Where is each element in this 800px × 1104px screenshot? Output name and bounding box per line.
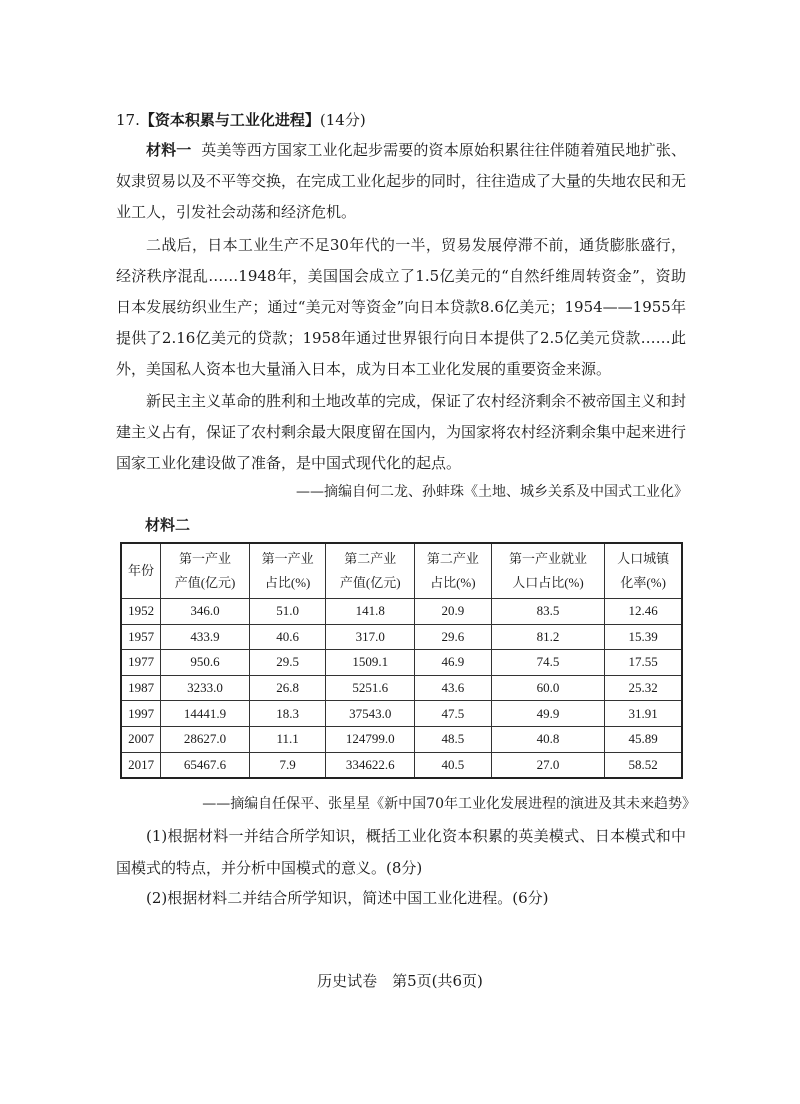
question-topic: 【资本积累与工业化进程】 bbox=[139, 111, 320, 129]
table-cell: 12.46 bbox=[605, 599, 682, 625]
table-header-cell: 第二产业 占比(%) bbox=[415, 543, 491, 599]
table-header-cell: 第二产业 产值(亿元) bbox=[326, 543, 415, 599]
material1-paragraph-3: 新民主主义革命的胜利和土地改革的完成，保证了农村经济剩余不被帝国主义和封建主义占有，保证了农村剩余最大限度留在国内，为国家将农村经济剩余集中起来进行国家工业化建设做了准备，是中国式现代化的起点。 bbox=[116, 392, 687, 472]
table-row bbox=[121, 726, 682, 752]
table-cell: 1987 bbox=[121, 675, 161, 701]
table-cell: 28627.0 bbox=[161, 726, 250, 752]
question-score: (14分) bbox=[319, 111, 366, 129]
table-row bbox=[121, 752, 682, 778]
table-cell: 60.0 bbox=[491, 675, 605, 701]
table-cell: 25.32 bbox=[605, 675, 682, 701]
table-cell: 18.3 bbox=[249, 701, 325, 727]
question-title bbox=[116, 108, 366, 132]
table-cell: 1997 bbox=[121, 701, 161, 727]
table-cell: 58.52 bbox=[605, 752, 682, 778]
table-header-row bbox=[121, 543, 682, 599]
table-cell: 20.9 bbox=[415, 599, 491, 625]
table-cell: 40.5 bbox=[415, 752, 491, 778]
table-cell: 1509.1 bbox=[326, 650, 415, 676]
table-cell: 37543.0 bbox=[326, 701, 415, 727]
table-row bbox=[121, 599, 682, 625]
table-cell: 3233.0 bbox=[161, 675, 250, 701]
page-footer: 历史试卷 第5页(共6页) bbox=[317, 972, 483, 990]
table-header-cell: 年份 bbox=[121, 543, 161, 599]
sub-question-1: (1)根据材料一并结合所学知识，概括工业化资本积累的英美模式、日本模式和中国模式的特点，并分析中国模式的意义。(8分) bbox=[116, 827, 686, 877]
table-cell: 317.0 bbox=[326, 624, 415, 650]
material1-paragraph-2: 二战后，日本工业生产不足30年代的一半，贸易发展停滞不前，通货膨胀盛行，经济秩序混乱……1948年，美国国会成立了1.5亿美元的“自然纤维周转资金”，资助日本发展纺织业生产；通过“美元对等资金”向日本贷款8.6亿美元；1954——1955年提供了2.16亿美元的贷款；1958年通过世界银行向日本提供了2.5亿美元贷款……此外，美国私人资本也大量涌入日本，成为日本工业化发展的重要资金来源。 bbox=[116, 236, 686, 378]
table-cell: 2017 bbox=[121, 752, 161, 778]
sub-question-2: (2)根据材料二并结合所学知识，简述中国工业化进程。(6分) bbox=[146, 889, 549, 907]
table-cell: 43.6 bbox=[415, 675, 491, 701]
table-cell: 49.9 bbox=[491, 701, 605, 727]
table-cell: 7.9 bbox=[249, 752, 325, 778]
table-cell: 346.0 bbox=[161, 599, 250, 625]
table-cell: 81.2 bbox=[491, 624, 605, 650]
table-cell: 40.8 bbox=[491, 726, 605, 752]
table-cell: 433.9 bbox=[161, 624, 250, 650]
table-cell: 74.5 bbox=[491, 650, 605, 676]
material2-source: ——摘编自任保平、张星星《新中国70年工业化发展进程的演进及其未来趋势》 bbox=[202, 796, 696, 812]
table-cell: 1952 bbox=[121, 599, 161, 625]
material1-p1-text: 英美等西方国家工业化起步需要的资本原始积累往往伴随着殖民地扩张、奴隶贸易以及不平等交换，在完成工业化起步的同时，往往造成了大量的失地农民和无业工人，引发社会动荡和经济危机。 bbox=[116, 141, 687, 221]
material2-label: 材料二 bbox=[145, 516, 191, 534]
table-cell: 83.5 bbox=[491, 599, 605, 625]
material1-label: 材料一 bbox=[146, 141, 192, 159]
table-cell: 46.9 bbox=[415, 650, 491, 676]
table-cell: 17.55 bbox=[605, 650, 682, 676]
table-cell: 45.89 bbox=[605, 726, 682, 752]
table-cell: 48.5 bbox=[415, 726, 491, 752]
table-cell: 27.0 bbox=[491, 752, 605, 778]
table-cell: 47.5 bbox=[415, 701, 491, 727]
table-cell: 2007 bbox=[121, 726, 161, 752]
table-cell: 11.1 bbox=[249, 726, 325, 752]
table-cell: 31.91 bbox=[605, 701, 682, 727]
question-number: 17. bbox=[116, 111, 140, 129]
table-cell: 950.6 bbox=[161, 650, 250, 676]
table-cell: 40.6 bbox=[249, 624, 325, 650]
table-cell: 65467.6 bbox=[161, 752, 250, 778]
table-cell: 124799.0 bbox=[326, 726, 415, 752]
table-cell: 14441.9 bbox=[161, 701, 250, 727]
table-cell: 141.8 bbox=[326, 599, 415, 625]
table-cell: 1957 bbox=[121, 624, 161, 650]
table-cell: 5251.6 bbox=[326, 675, 415, 701]
material1-paragraph-1 bbox=[116, 135, 686, 228]
table-header-cell: 第一产业 产值(亿元) bbox=[161, 543, 250, 599]
table-row bbox=[121, 675, 682, 701]
material1-source: ——摘编自何二龙、孙蚌珠《土地、城乡关系及中国式工业化》 bbox=[296, 484, 688, 500]
table-cell: 29.6 bbox=[415, 624, 491, 650]
table-row bbox=[121, 701, 682, 727]
table-cell: 1977 bbox=[121, 650, 161, 676]
table-row bbox=[121, 650, 682, 676]
industrialization-data-table bbox=[120, 542, 683, 779]
table-cell: 29.5 bbox=[249, 650, 325, 676]
table-header-cell: 人口城镇 化率(%) bbox=[605, 543, 682, 599]
table-cell: 334622.6 bbox=[326, 752, 415, 778]
table-header-cell: 第一产业 占比(%) bbox=[249, 543, 325, 599]
table-body bbox=[121, 599, 682, 779]
table-row bbox=[121, 624, 682, 650]
table-cell: 51.0 bbox=[249, 599, 325, 625]
table-header-cell: 第一产业就业 人口占比(%) bbox=[491, 543, 605, 599]
table-cell: 26.8 bbox=[249, 675, 325, 701]
table-cell: 15.39 bbox=[605, 624, 682, 650]
